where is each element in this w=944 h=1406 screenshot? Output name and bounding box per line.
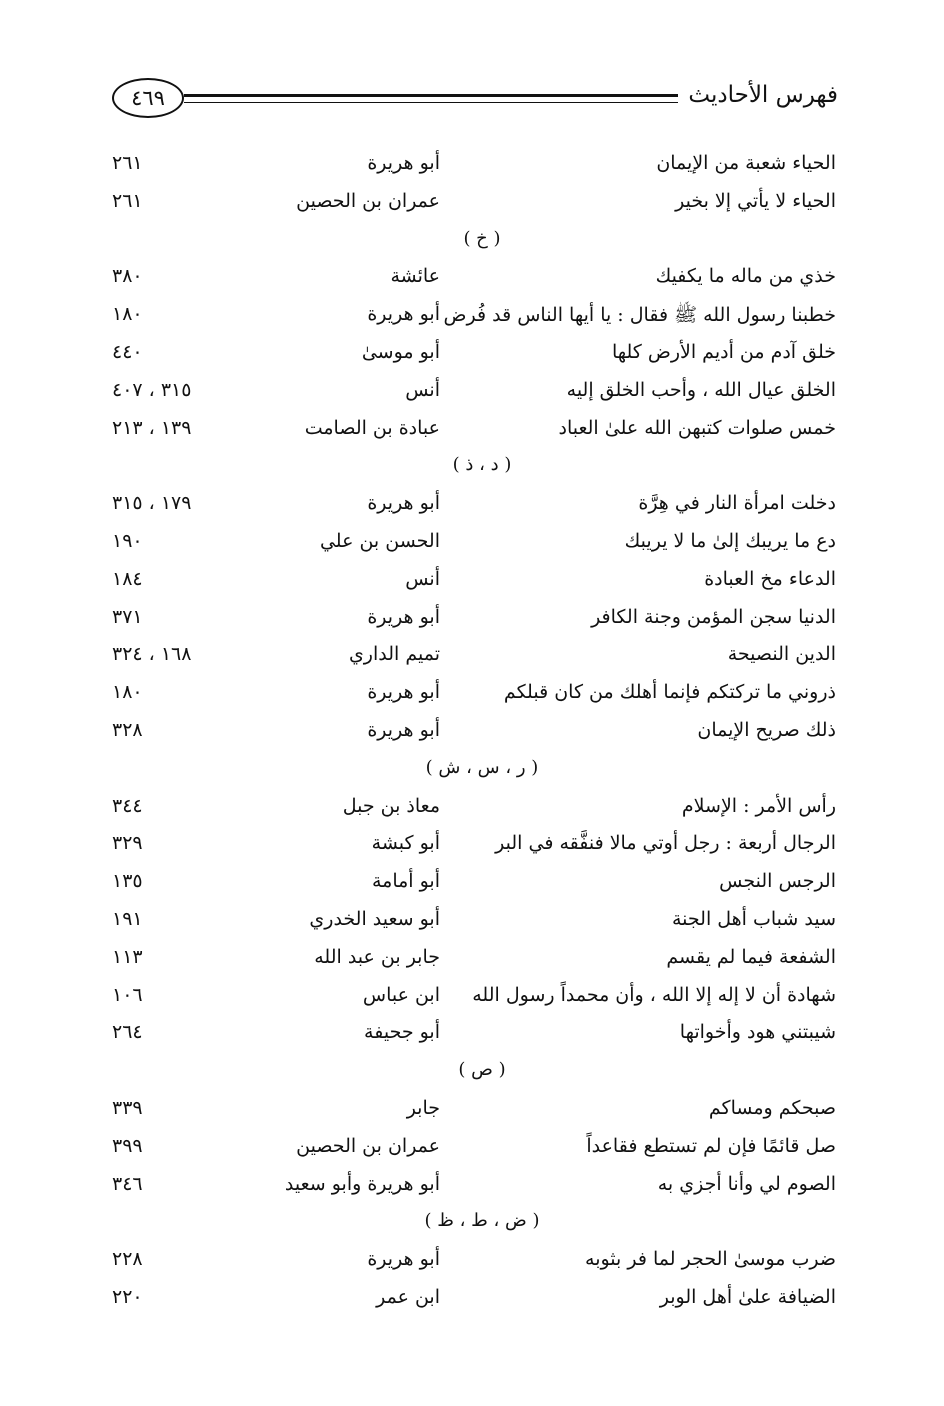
section-header bbox=[0, 1206, 944, 1244]
page-references: ٣٨٠ bbox=[112, 265, 143, 288]
narrator-name: أبو هريرة bbox=[367, 605, 440, 628]
hadith-text: شيبتني هود وأخواتها bbox=[679, 1021, 836, 1044]
narrator-name: أبو هريرة bbox=[367, 303, 440, 326]
page-references: ٣٤٤ bbox=[112, 794, 143, 817]
narrator-name: عائشة bbox=[390, 265, 440, 288]
hadith-index-list bbox=[0, 148, 944, 1320]
header-rule-thin bbox=[184, 102, 678, 103]
index-row bbox=[0, 677, 944, 715]
section-header bbox=[0, 224, 944, 262]
index-row bbox=[0, 639, 944, 677]
index-row bbox=[0, 526, 944, 564]
narrator-name: أبو سعيد الخدري bbox=[309, 907, 440, 930]
page-references: ٢٦١ bbox=[112, 189, 143, 212]
hadith-text: الصوم لي وأنا أجزي به bbox=[657, 1172, 836, 1195]
hadith-text: صبحكم ومساكم bbox=[708, 1096, 836, 1119]
section-header bbox=[0, 1055, 944, 1093]
hadith-text: خطبنا رسول الله ﷺ فقال : يا أيها الناس قد فُرض bbox=[443, 304, 836, 327]
section-label: ( ص ) bbox=[458, 1059, 506, 1081]
index-row bbox=[0, 1282, 944, 1320]
index-row bbox=[0, 602, 944, 640]
hadith-text: الدعاء مخ العبادة bbox=[704, 567, 836, 590]
hadith-text: دع ما يريبك إلىٰ ما لا يريبك bbox=[624, 529, 836, 552]
page-references: ١٨٠ bbox=[112, 303, 143, 326]
page-references: ٣١٥ ، ٤٠٧ bbox=[112, 378, 192, 401]
narrator-name: ابن عباس bbox=[362, 983, 440, 1006]
section-header bbox=[0, 753, 944, 791]
narrator-name: أبو جحيفة bbox=[364, 1021, 440, 1044]
narrator-name: أبو هريرة bbox=[367, 152, 440, 174]
hadith-text: سيد شباب أهل الجنة bbox=[671, 907, 836, 930]
narrator-name: عمران بن الحصين bbox=[296, 1134, 440, 1157]
narrator-name: ابن عمر bbox=[376, 1285, 440, 1308]
hadith-text: صل قائمًا فإن لم تستطع فقاعداً bbox=[586, 1134, 836, 1157]
hadith-text: ذلك صريح الإيمان bbox=[697, 718, 836, 741]
hadith-text: الشفعة فيما لم يقسم bbox=[666, 945, 836, 968]
page-references: ٣٧١ bbox=[112, 605, 143, 628]
page-references: ٢٢٠ bbox=[112, 1285, 143, 1308]
page-references: ٢٦١ bbox=[112, 152, 143, 174]
hadith-text: الدنيا سجن المؤمن وجنة الكافر bbox=[591, 605, 836, 628]
index-row bbox=[0, 1244, 944, 1282]
hadith-text: الضيافة علىٰ أهل الوبر bbox=[659, 1285, 836, 1308]
narrator-name: أبو هريرة bbox=[367, 718, 440, 741]
page-references: ١٩١ bbox=[112, 907, 143, 930]
page-references: ١٨٠ bbox=[112, 681, 143, 704]
index-row bbox=[0, 261, 944, 299]
section-label: ( ر ، س ، ش ) bbox=[425, 756, 539, 778]
header-rule-thick bbox=[184, 94, 678, 97]
page-references: ٣٩٩ bbox=[112, 1134, 143, 1157]
narrator-name: تميم الداري bbox=[348, 643, 440, 666]
narrator-name: أبو هريرة bbox=[367, 492, 440, 515]
page-references: ١٣٩ ، ٢١٣ bbox=[112, 416, 192, 439]
hadith-text: الدين النصيحة bbox=[727, 643, 836, 666]
page-references: ٣٤٦ bbox=[112, 1172, 143, 1195]
narrator-name: أبو هريرة وأبو سعيد bbox=[284, 1172, 440, 1195]
section-label: ( د ، ذ ) bbox=[452, 454, 512, 476]
page-references: ١٣٥ bbox=[112, 870, 143, 893]
page-references: ١٩٠ bbox=[112, 529, 143, 552]
index-row bbox=[0, 148, 944, 186]
page-references: ١٨٤ bbox=[112, 567, 143, 590]
page-references: ١٧٩ ، ٣١٥ bbox=[112, 492, 192, 515]
hadith-text: الخلق عيال الله ، وأحب الخلق إليه bbox=[566, 378, 836, 401]
section-label: ( ض ، ط ، ظ ) bbox=[424, 1210, 540, 1232]
hadith-text: ضرب موسىٰ الحجر لما فر بثوبه bbox=[585, 1248, 836, 1271]
index-row bbox=[0, 1131, 944, 1169]
hadith-text: ذروني ما تركتكم فإنما أهلك من كان قبلكم bbox=[503, 681, 836, 704]
page-references: ٢٦٤ bbox=[112, 1021, 143, 1044]
page-references: ٣٢٩ bbox=[112, 832, 143, 855]
narrator-name: جابر بن عبد الله bbox=[314, 945, 440, 968]
page-references: ٢٢٨ bbox=[112, 1248, 143, 1271]
narrator-name: أبو موسىٰ bbox=[361, 340, 440, 363]
hadith-text: الرجال أربعة : رجل أوتي مالا فنفَّقه في البر bbox=[495, 832, 836, 855]
page-number: ٤٦٩ bbox=[112, 78, 184, 118]
index-row bbox=[0, 564, 944, 602]
narrator-name: عبادة بن الصامت bbox=[304, 416, 440, 439]
page-references: ١٦٨ ، ٣٢٤ bbox=[112, 643, 192, 666]
index-row bbox=[0, 299, 944, 337]
index-row bbox=[0, 866, 944, 904]
page-header bbox=[112, 72, 838, 132]
hadith-text: شهادة أن لا إله إلا الله ، وأن محمداً رسول الله bbox=[472, 983, 836, 1006]
index-row bbox=[0, 186, 944, 224]
page-references: ١١٣ bbox=[112, 945, 143, 968]
hadith-text: الرجس النجس bbox=[719, 870, 836, 893]
narrator-name: جابر bbox=[406, 1096, 440, 1119]
hadith-text: خمس صلوات كتبهن الله علىٰ العباد bbox=[558, 416, 836, 439]
hadith-text: رأس الأمر : الإسلام bbox=[681, 794, 836, 817]
narrator-name: أنس bbox=[405, 567, 440, 590]
index-row bbox=[0, 942, 944, 980]
narrator-name: عمران بن الحصين bbox=[296, 189, 440, 212]
narrator-name: أنس bbox=[405, 378, 440, 401]
section-header bbox=[0, 450, 944, 488]
index-row bbox=[0, 1017, 944, 1055]
hadith-text: خذي من ماله ما يكفيك bbox=[655, 265, 836, 288]
narrator-name: أبو أمامة bbox=[371, 870, 440, 893]
hadith-text: الحياء لا يأتي إلا بخير bbox=[675, 189, 836, 212]
hadith-text: دخلت امرأة النار في هِرَّة bbox=[638, 492, 836, 515]
index-row bbox=[0, 904, 944, 942]
narrator-name: معاذ بن جبل bbox=[342, 794, 440, 817]
page-references: ٣٣٩ bbox=[112, 1096, 143, 1119]
index-row bbox=[0, 413, 944, 451]
narrator-name: الحسن بن علي bbox=[319, 529, 440, 552]
section-label: ( خ ) bbox=[463, 227, 501, 249]
header-rule bbox=[184, 94, 678, 106]
index-row bbox=[0, 375, 944, 413]
index-row bbox=[0, 1093, 944, 1131]
narrator-name: أبو هريرة bbox=[367, 1248, 440, 1271]
narrator-name: أبو هريرة bbox=[367, 681, 440, 704]
page-references: ١٠٦ bbox=[112, 983, 143, 1006]
index-row bbox=[0, 337, 944, 375]
index-row bbox=[0, 828, 944, 866]
index-row bbox=[0, 715, 944, 753]
page-references: ٤٤٠ bbox=[112, 340, 143, 363]
page-references: ٣٢٨ bbox=[112, 718, 143, 741]
index-row bbox=[0, 980, 944, 1018]
hadith-text: الحياء شعبة من الإيمان bbox=[656, 152, 836, 174]
index-row bbox=[0, 791, 944, 829]
running-title: فهرس الأحاديث bbox=[688, 82, 838, 108]
index-row bbox=[0, 1169, 944, 1207]
index-row bbox=[0, 488, 944, 526]
narrator-name: أبو كبشة bbox=[371, 832, 440, 855]
hadith-text: خلق آدم من أديم الأرض كلها bbox=[611, 340, 836, 363]
